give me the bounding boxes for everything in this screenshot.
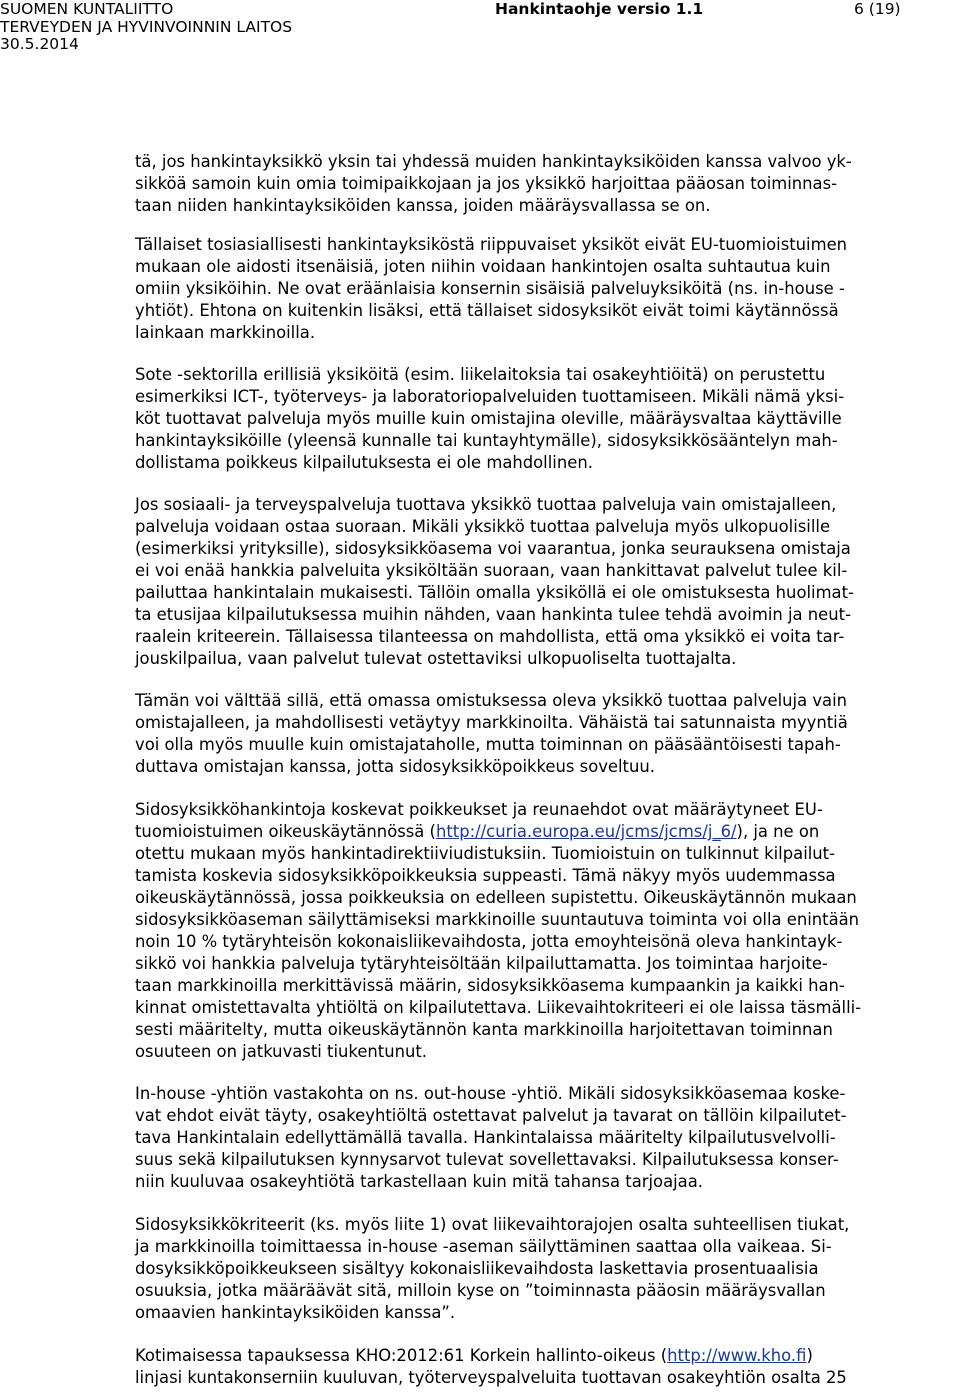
text-segment: ), ja ne on <box>736 822 820 841</box>
text-line: voi olla myös muulle kuin omistajataholle, mutta toiminnan on pääsääntöisesti tapah- <box>135 735 841 754</box>
text-line: dosyksikköpoikkeukseen sisältyy kokonaisliikevaihdosta laskettavia prosentuaalisia <box>135 1259 819 1278</box>
text-line: ja markkinoilla toimittaessa in-house -aseman säilyttäminen saattaa olla vaikeaa. Si- <box>135 1237 832 1256</box>
text-line: noin 10 % tytäryhteisön kokonaisliikevaihdosta, jotta emoyhteisönä oleva hankintayk- <box>135 932 843 951</box>
text-line: tä, jos hankintayksikkö yksin tai yhdessä muiden hankintayksiköiden kanssa valvoo yk- <box>135 152 852 171</box>
text-line: Sote -sektorilla erillisiä yksiköitä (esim. liikelaitoksia tai osakeyhtiöitä) on perustettu <box>135 365 826 384</box>
text-line-with-link <box>135 1345 813 1367</box>
text-line-with-link <box>135 821 819 843</box>
text-line: yhtiöt). Ehtona on kuitenkin lisäksi, että tällaiset sidosyksiköt eivät toimi käytännössä <box>135 301 839 320</box>
text-segment: tuomioistuimen oikeuskäytännössä ( <box>135 822 436 841</box>
text-line: Tämän voi välttää sillä, että omassa omistuksessa oleva yksikkö tuottaa palveluja vain <box>135 691 848 710</box>
text-line: In-house -yhtiön vastakohta on ns. out-house -yhtiö. Mikäli sidosyksikköasemaa koske- <box>135 1084 846 1103</box>
text-line: omistajalleen, ja mahdollisesti vetäytyy markkinoilta. Vähäistä tai satunnaista myyntiä <box>135 713 848 732</box>
text-segment: Kotimaisessa tapauksessa KHO:2012:61 Korkein hallinto-oikeus ( <box>135 1346 668 1365</box>
header-organization-line-1: SUOMEN KUNTALIITTO <box>0 0 174 18</box>
text-line: niin kuuluvaa osakeyhtiötä tarkastellaan kuin mitä tahansa tarjoajaa. <box>135 1172 703 1191</box>
kho-link[interactable]: http://www.kho.fi <box>667 1346 807 1365</box>
text-line: esimerkiksi ICT-, työterveys- ja laboratoriopalveluiden tuottamiseen. Mikäli nämä yksi- <box>135 387 845 406</box>
text-line: ta etusijaa kilpailutuksessa muihin nähden, vaan hankinta tulee tehdä avoimin ja neut- <box>135 605 851 624</box>
text-line: lainkaan markkinoilla. <box>135 323 316 342</box>
text-line: (esimerkiksi yrityksille), sidosyksikköasema voi vaarantua, jonka seurauksena omistaja <box>135 539 851 558</box>
text-line: Tällaiset tosiasiallisesti hankintayksiköstä riippuvaiset yksiköt eivät EU-tuomioistuimen <box>135 235 848 254</box>
text-line: suus sekä kilpailutuksen kynnysarvot tulevat sovellettavaksi. Kilpailutuksessa konser- <box>135 1150 839 1169</box>
text-line: köt tuottavat palveluja myös muille kuin omistajina oleville, määräysvaltaa käyttäville <box>135 409 842 428</box>
text-line: jouskilpailua, vaan palvelut tulevat ostettaviksi ulkopuoliselta tuottajalta. <box>135 649 737 668</box>
text-line: mukaan ole aidosti itsenäisiä, joten niihin voidaan hankintojen osalta suhtautua kuin <box>135 257 831 276</box>
header-date: 30.5.2014 <box>0 35 79 53</box>
text-line: omaavien hankintayksiköiden kanssa”. <box>135 1303 456 1322</box>
text-line: tava Hankintalain edellyttämällä tavalla. Hankintalaissa määritelty kilpailutusvelvolli- <box>135 1128 836 1147</box>
text-segment: ) <box>806 1346 813 1365</box>
text-line: oikeuskäytännössä, jossa poikkeuksia on edelleen supistettu. Oikeuskäytännön mukaan <box>135 888 857 907</box>
text-line: hankintayksiköille (yleensä kunnalle tai kuntayhtymälle), sidosyksikkösääntelyn mah- <box>135 431 838 450</box>
text-line: dollistama poikkeus kilpailutuksesta ei ole mahdollinen. <box>135 453 593 472</box>
header-organization-line-2: TERVEYDEN JA HYVINVOINNIN LAITOS <box>0 17 293 36</box>
text-line: sikköä samoin kuin omia toimipaikkojaan ja jos yksikkö harjoittaa pääosan toiminnas- <box>135 174 838 193</box>
text-line: taan markkinoilla merkittävissä määrin, sidosyksikköasema kumpaankin ja kaikki han- <box>135 976 845 995</box>
text-line: sidosyksikköaseman säilyttämiseksi markkinoille suuntautuva toiminta voi olla enintään <box>135 910 860 929</box>
text-line: pailuttaa hankintalain mukaisesti. Tällöin omalla yksiköllä ei ole omistuksesta huolimat- <box>135 583 854 602</box>
text-line: vat ehdot eivät täyty, osakeyhtiöltä ostettavat palvelut ja tavarat on tällöin kilpailutet- <box>135 1106 847 1125</box>
curia-link[interactable]: http://curia.europa.eu/jcms/jcms/j_6/ <box>435 822 737 841</box>
text-line: tamista koskevia sidosyksikköpoikkeuksia suppeasti. Tämä näkyy myös uudemmassa <box>135 866 836 885</box>
text-line: duttava omistajan kanssa, jotta sidosyksikköpoikkeus soveltuu. <box>135 757 655 776</box>
text-line: linjasi kuntakonserniin kuuluvan, työterveyspalveluita tuottavan osakeyhtiön osalta 25 <box>135 1368 847 1387</box>
text-line: sesti määritelty, mutta oikeuskäytännön kanta markkinoilla harjoitettavan toiminnan <box>135 1020 833 1039</box>
text-line: ei voi enää hankkia palveluita yksiköltään suoraan, vaan hankittavat palvelut tulee kil- <box>135 561 848 580</box>
text-line: osuuksia, jotka määräävät sitä, milloin kyse on ”toiminnasta pääosin määräysvallan <box>135 1281 826 1300</box>
text-line: taan niiden hankintayksiköiden kanssa, joiden määräysvallassa se on. <box>135 196 711 215</box>
header-page-number: 6 (19) <box>854 0 901 18</box>
text-line: Sidosyksikköhankintoja koskevat poikkeukset ja reunaehdot ovat määräytyneet EU- <box>135 800 823 819</box>
header-document-title: Hankintaohje versio 1.1 <box>495 0 704 18</box>
text-line: Sidosyksikkökriteerit (ks. myös liite 1) ovat liikevaihtorajojen osalta suhteellisen tiukat, <box>135 1215 850 1234</box>
text-line: kinnat omistettavalta yhtiöltä on kilpailutettava. Liikevaihtokriteeri ei ole laissa täsmälli- <box>135 998 862 1017</box>
text-line: osuuteen on jatkuvasti tiukentunut. <box>135 1042 428 1061</box>
text-line: raalein kriteerein. Tällaisessa tilanteessa on mahdollista, että oma yksikkö ei voita tar- <box>135 627 845 646</box>
text-line: sikkö voi hankkia palveluja tytäryhteisöltään kilpailuttamatta. Jos toimintaa harjoite- <box>135 954 828 973</box>
text-line: omiin yksiköihin. Ne ovat eräänlaisia konsernin sisäisiä palveluyksiköitä (ns. in-house - <box>135 279 845 298</box>
text-line: otettu mukaan myös hankintadirektiiviudistuksiin. Tuomioistuin on tulkinnut kilpailut- <box>135 844 836 863</box>
text-line: palveluja voidaan ostaa suoraan. Mikäli yksikkö tuottaa palveluja myös ulkopuolisille <box>135 517 831 536</box>
text-line: Jos sosiaali- ja terveyspalveluja tuottava yksikkö tuottaa palveluja vain omistajalleen, <box>135 495 837 514</box>
